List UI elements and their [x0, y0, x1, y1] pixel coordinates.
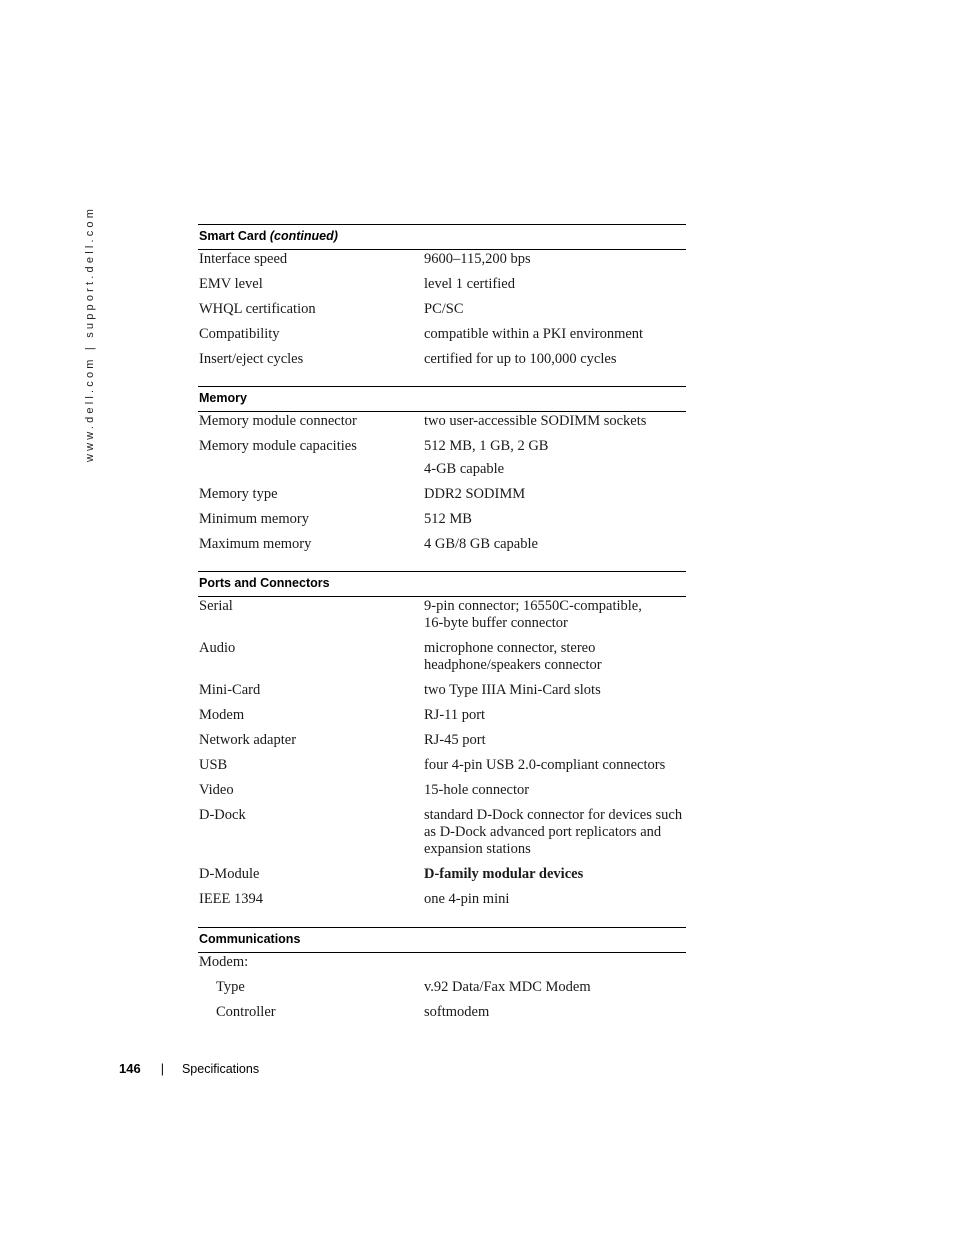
- section-title: Smart Card: [199, 229, 267, 243]
- spec-label: Audio: [199, 640, 236, 656]
- spec-label: Compatibility: [199, 326, 280, 342]
- spec-row: [198, 640, 686, 674]
- spec-row: [198, 979, 686, 996]
- spec-row: [198, 782, 686, 799]
- section-header: [198, 386, 686, 412]
- spec-row: [198, 682, 686, 699]
- spec-row: [198, 536, 686, 553]
- spec-row: [198, 891, 686, 908]
- section-title: Ports and Connectors: [199, 576, 330, 590]
- spec-value: certified for up to 100,000 cycles: [424, 351, 617, 367]
- spec-row: [198, 301, 686, 318]
- spec-value: DDR2 SODIMM: [424, 486, 526, 502]
- spec-row: [198, 732, 686, 749]
- spec-value: standard D-Dock connector for devices such as D-Dock advanced port replicators and expansion stations: [424, 807, 683, 857]
- spec-label: Serial: [199, 598, 233, 614]
- spec-label: Mini-Card: [199, 682, 261, 698]
- spec-row: [198, 1004, 686, 1021]
- spec-row: [198, 707, 686, 724]
- section-header: [198, 571, 686, 597]
- spec-row: [198, 438, 686, 478]
- spec-label: Minimum memory: [199, 511, 309, 527]
- spec-label: Modem: [199, 707, 245, 723]
- spec-label: Type: [216, 979, 245, 995]
- spec-value: v.92 Data/Fax MDC Modem: [424, 979, 591, 995]
- spec-label: EMV level: [199, 276, 263, 292]
- spec-label: Memory module connector: [199, 413, 357, 429]
- spec-value: microphone connector, stereo headphone/speakers connector: [424, 640, 602, 673]
- section-title-suffix: (continued): [269, 229, 338, 243]
- spec-row: [198, 598, 686, 632]
- spec-value: 9-pin connector; 16550C-compatible, 16-byte buffer connector: [424, 598, 642, 631]
- spec-label: USB: [199, 757, 228, 773]
- spec-label: Interface speed: [199, 251, 288, 267]
- spec-value: PC/SC: [424, 301, 464, 317]
- spec-row: [198, 757, 686, 774]
- spec-row: [198, 807, 686, 858]
- spec-value: [424, 954, 686, 971]
- spec-value: two user-accessible SODIMM sockets: [424, 413, 647, 429]
- spec-label: Memory module capacities: [199, 438, 357, 454]
- spec-label: Controller: [216, 1004, 276, 1020]
- spec-row: [198, 413, 686, 430]
- spec-row: [198, 486, 686, 503]
- spec-value: 15-hole connector: [424, 782, 530, 798]
- spec-value: D-family modular devices: [424, 866, 584, 882]
- spec-value: RJ-45 port: [424, 732, 486, 748]
- spec-label: Memory type: [199, 486, 278, 502]
- footer-separator: |: [160, 1061, 164, 1076]
- spec-row: [198, 276, 686, 293]
- spec-label: Network adapter: [199, 732, 297, 748]
- spec-label: IEEE 1394: [199, 891, 264, 907]
- ports-connectors-section: [198, 571, 686, 908]
- page-number: 146: [119, 1061, 141, 1076]
- memory-section: [198, 386, 686, 553]
- spec-label: Modem:: [199, 954, 249, 970]
- spec-value: four 4-pin USB 2.0-compliant connectors: [424, 757, 666, 773]
- section-title: Communications: [199, 932, 301, 946]
- spec-label: Maximum memory: [199, 536, 312, 552]
- spec-value: 9600–115,200 bps: [424, 251, 531, 267]
- spec-row: [198, 251, 686, 268]
- website-url-sidebar: www.dell.com | support.dell.com: [84, 205, 96, 462]
- spec-value: level 1 certified: [424, 276, 515, 292]
- spec-value: 512 MB, 1 GB, 2 GB 4-GB capable: [424, 438, 549, 477]
- section-header: [198, 927, 686, 953]
- spec-value: softmodem: [424, 1004, 490, 1020]
- spec-label: D-Dock: [199, 807, 246, 823]
- spec-value: RJ-11 port: [424, 707, 486, 723]
- spec-row: [198, 866, 686, 883]
- spec-label: Video: [199, 782, 234, 798]
- page-footer: [119, 1061, 259, 1076]
- footer-section-name: Specifications: [181, 1061, 260, 1076]
- spec-value: one 4-pin mini: [424, 891, 510, 907]
- section-title: Memory: [199, 391, 247, 405]
- communications-section: [198, 927, 686, 1021]
- spec-value: compatible within a PKI environment: [424, 326, 644, 342]
- spec-value: 512 MB: [424, 511, 472, 527]
- spec-row: [198, 326, 686, 343]
- spec-label: D-Module: [199, 866, 260, 882]
- spec-row: [198, 954, 686, 971]
- spec-row: [198, 351, 686, 368]
- smart-card-section: [198, 224, 686, 368]
- spec-label: Insert/eject cycles: [199, 351, 304, 367]
- section-header: [198, 224, 686, 250]
- spec-row: [198, 511, 686, 528]
- spec-label: WHQL certification: [199, 301, 316, 317]
- spec-value: two Type IIIA Mini-Card slots: [424, 682, 601, 698]
- spec-value: 4 GB/8 GB capable: [424, 536, 538, 552]
